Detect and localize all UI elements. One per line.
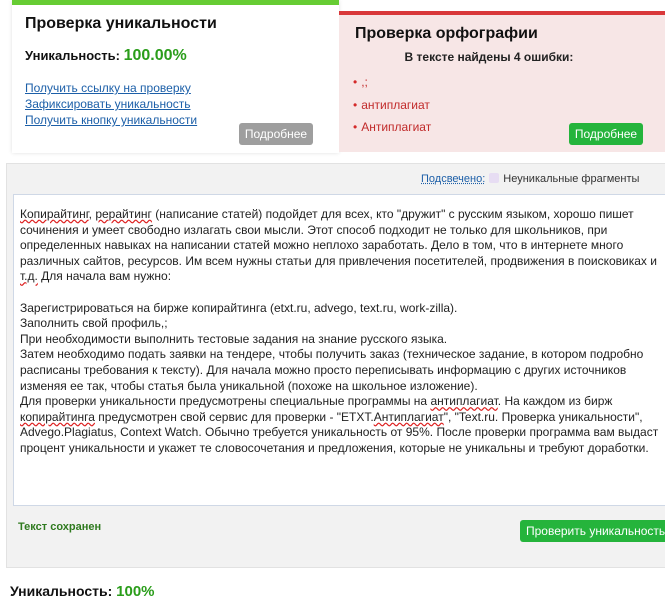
bottom-uniqueness [10,583,155,600]
editor-text: (написание статей) подойдет для всех, кто "дружит" с русским языком, хорошо пишет сочинения и умеет свободно излагать свои мысли. Этот способ подходит не только для школьников, при определенных навыках на написании статей можно неплохо заработать. Дело в том, что в интернете много различных сайтов, ресурсов. Им всем нужны статьи для привлечения посетителей, продвижения в поисковиках и [20,207,661,268]
editor-text: Зарегистрироваться на бирже копирайтинга (etxt.ru, advego, text.ru, work-zilla). Заполнить свой профиль,; При необходимости выполнить тестовые задания на знание русского языка. Затем необходимо подать заявки на тендере, чтобы получить заказ (техническое задание, в котором подробно расписаны требования к тексту). Для начала можно просто переписывать информацию с других источников изменяя ее так, чтобы статья была уникальной (похоже на школьное изложение). Для проверки уникальности предусмотрены специальные программы на [20,300,644,409]
editor-text: предусмотрен свой сервис для проверки - "ETXT. [94,409,374,424]
spelling-error-text: ,; [361,75,368,89]
misspelled-word[interactable]: т.д. [20,269,38,284]
misspelled-word[interactable]: рерайтинг [95,207,152,221]
spelling-card [339,11,665,152]
fix-uniqueness-link[interactable]: Зафиксировать уникальность [25,97,191,111]
uniqueness-card [12,0,339,153]
editor-text: . На каждом из бирж [497,394,616,409]
editor-text: , [88,207,96,221]
misspelled-word[interactable]: антиплагиат [430,394,498,409]
uniqueness-card-title: Проверка уникальности [25,15,217,32]
spelling-error-item[interactable] [353,120,431,134]
misspelled-word[interactable]: Копирайтинг [20,207,89,221]
uniqueness-value: 100.00% [123,47,187,64]
uniqueness-value-row [25,47,187,65]
bottom-uniqueness-value: 100% [116,583,155,600]
highlight-legend [421,173,639,185]
save-status: Текст сохранен [18,521,102,533]
text-editor[interactable] [13,194,665,506]
spelling-error-text: антиплагиат [361,98,430,112]
highlighted-label[interactable]: Подсвечено: [421,173,486,185]
bullet-icon: • [353,120,358,134]
bullet-icon: • [353,98,358,112]
spelling-card-title: Проверка орфографии [355,25,538,42]
editor-panel [6,163,665,568]
misspelled-word[interactable]: копирайтинга [20,409,95,424]
editor-text: Для начала вам нужно: [37,269,172,284]
get-uniqueness-button-link[interactable]: Получить кнопку уникальности [25,113,198,127]
spelling-errors-summary: В тексте найдены 4 ошибки: [404,50,574,64]
get-check-link[interactable]: Получить ссылку на проверку [25,81,191,95]
spelling-more-button[interactable]: Подробнее [569,123,643,145]
uniqueness-more-button[interactable]: Подробнее [239,123,313,145]
uniqueness-links [25,80,197,128]
spelling-error-item[interactable] [353,98,430,112]
bottom-uniqueness-label: Уникальность: [10,583,113,599]
misspelled-word[interactable]: Антиплагиат [373,409,444,424]
check-uniqueness-button[interactable]: Проверить уникальность [520,520,665,542]
uniqueness-label: Уникальность: [25,48,120,63]
bullet-icon: • [353,75,358,89]
nonunique-label: Неуникальные фрагменты [503,173,640,185]
nonunique-swatch-icon [489,173,499,183]
editor-text: ", "Text.ru. Проверка уникальности", Advego.Plagiatus, Context Watch. Обычно требуется уникальность от 95%. После проверки программа вам выдаст процент уникальности и укажет те словосочетания и предложения, которые не уникальны и требуют доработки. [20,409,662,455]
spelling-error-text: Антиплагиат [361,120,432,134]
spelling-error-item[interactable] [353,75,368,89]
